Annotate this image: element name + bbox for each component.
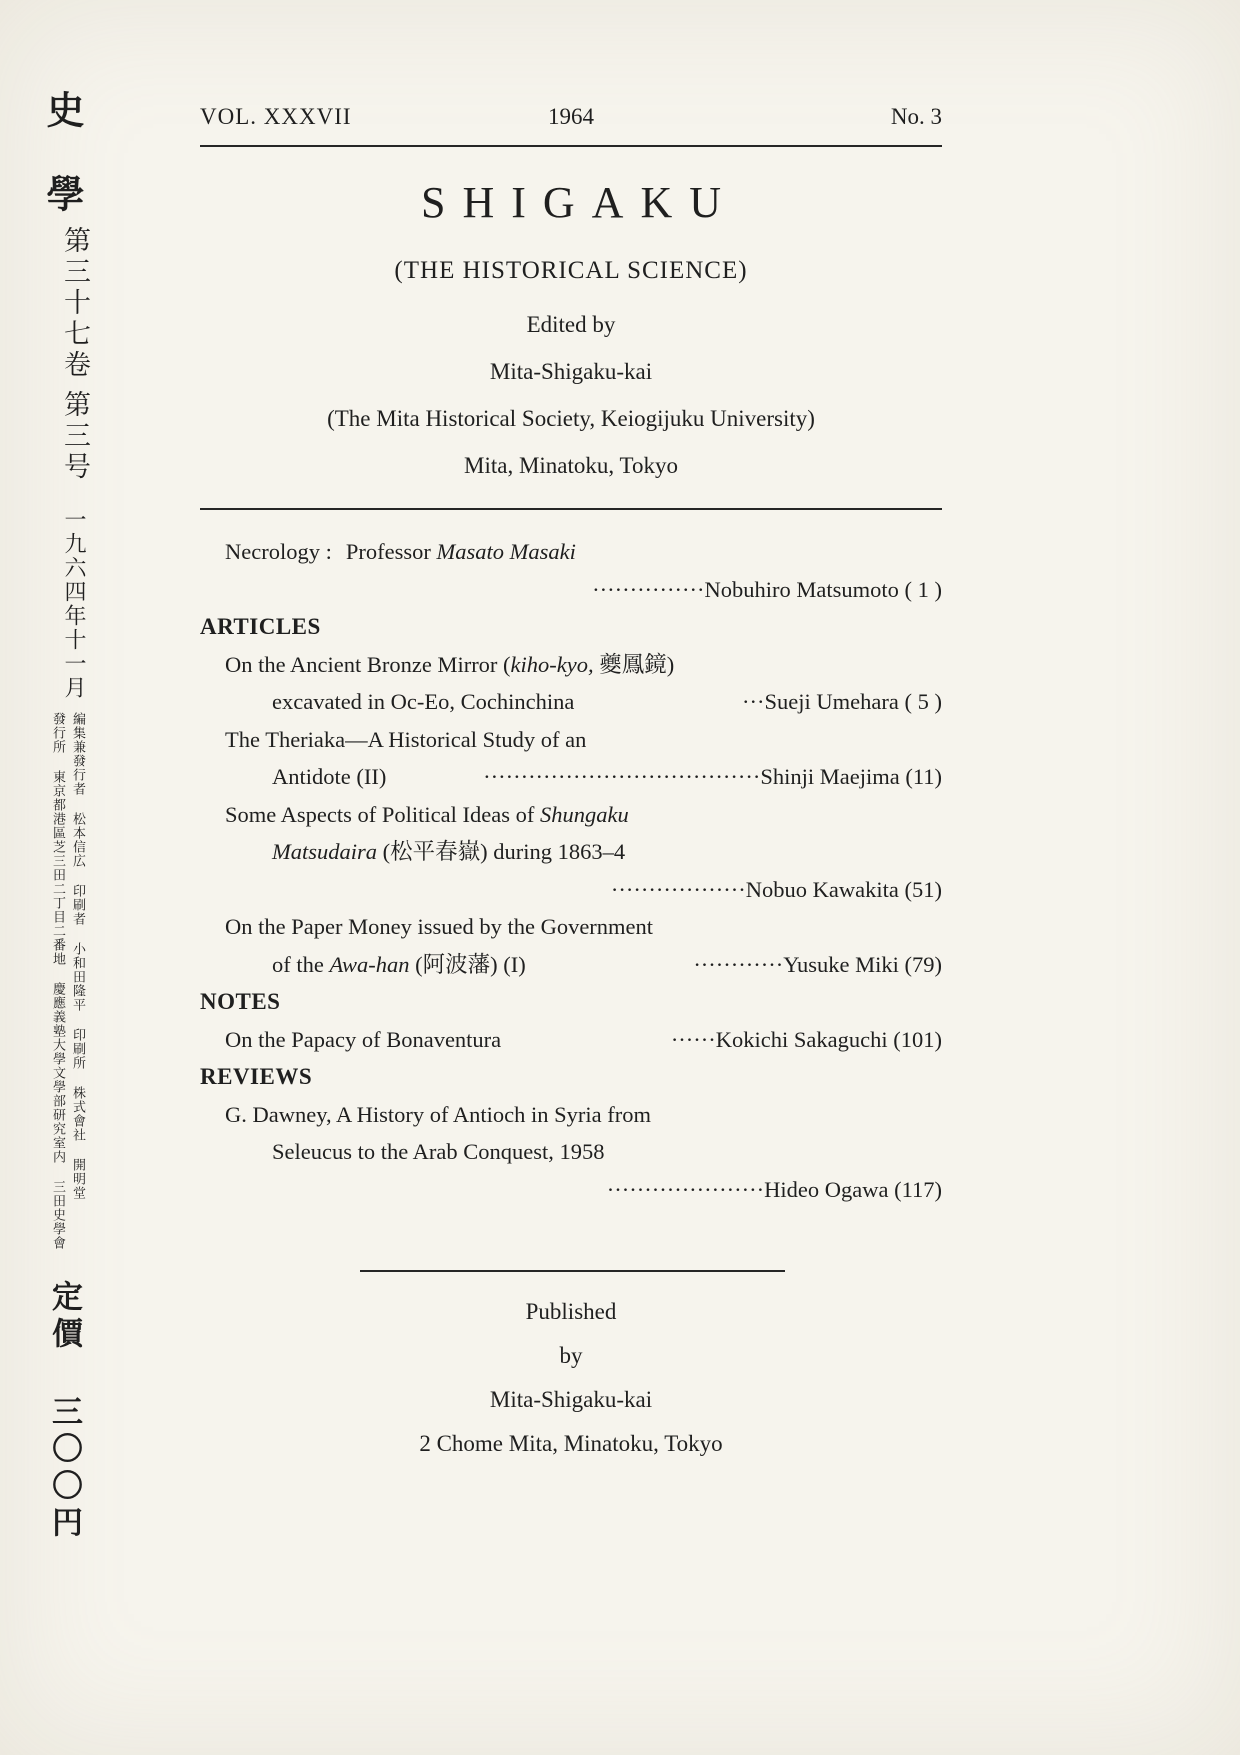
- leader-dots: ············: [693, 951, 784, 977]
- review-entry-line: [200, 1171, 942, 1209]
- masthead-rule: [200, 508, 942, 510]
- by-label: by: [559, 1343, 583, 1369]
- toc-text-italic: Awa-han: [329, 951, 410, 977]
- spine-colophon: [48, 712, 88, 1260]
- spine: [0, 0, 170, 1755]
- spine-issue-label: 第三号: [60, 390, 90, 483]
- toc-page-number: ( 5 ): [904, 689, 942, 715]
- article-entry-line: [200, 796, 942, 834]
- necrology-entry-line2: [200, 571, 942, 609]
- toc-text: (阿波藩) (I): [409, 951, 526, 977]
- article-entry-line: On the Paper Money issued by the Government: [225, 914, 654, 940]
- toc-text: of the: [272, 951, 330, 977]
- toc-text-italic: Shungaku: [539, 801, 629, 827]
- journal-title: SHIGAKU: [421, 178, 738, 227]
- leader-dots: ·····································: [483, 764, 761, 790]
- necrology-name: Masato Masaki: [436, 539, 576, 565]
- toc-author: Hideo Ogawa: [764, 1176, 889, 1202]
- toc-text-italic: kiho-kyo,: [510, 651, 594, 677]
- table-of-contents: [200, 533, 942, 1208]
- edited-by-label: Edited by: [526, 312, 616, 338]
- leader-dots: ··················: [610, 876, 746, 902]
- toc-text: Some Aspects of Political Ideas of: [225, 801, 540, 827]
- society-location: Mita, Minatoku, Tokyo: [464, 453, 678, 479]
- leader-dots: ···············: [592, 576, 705, 602]
- journal-subtitle: (THE HISTORICAL SCIENCE): [394, 257, 748, 285]
- imprint-rule: [360, 1270, 785, 1272]
- toc-text: On the Ancient Bronze Mirror (: [225, 651, 511, 677]
- section-heading-reviews: REVIEWS: [200, 1064, 313, 1090]
- spine-date-label: 一九六四年十一月: [62, 508, 87, 700]
- masthead: [200, 177, 942, 479]
- volume-label: VOL. XXXVII: [200, 104, 352, 129]
- toc-author: Sueji Umehara: [764, 689, 899, 715]
- toc-author: Nobuhiro Matsumoto: [704, 576, 899, 602]
- necrology-label: Necrology :: [225, 539, 332, 565]
- review-entry-line: G. Dawney, A History of Antioch in Syria from: [225, 1101, 651, 1127]
- toc-page-number: ( 1 ): [904, 576, 942, 602]
- colophon-publisher-line: 發行所 東京都港區芝三田二丁目二番地 慶應義塾大學文學部研究室内 三田史學會: [51, 712, 66, 1250]
- notes-entry-line: [200, 1021, 942, 1059]
- toc-text: Antidote (II): [272, 764, 387, 790]
- article-entry-line: [200, 871, 942, 909]
- article-entry-line: [200, 646, 942, 684]
- spine-volume-label: 第三十七卷: [60, 226, 90, 381]
- toc-text: 夔鳳鏡): [593, 651, 675, 677]
- leader-dots: ···: [742, 689, 765, 715]
- toc-page-number: (79): [904, 951, 942, 977]
- toc-text: On the Papacy of Bonaventura: [225, 1026, 502, 1052]
- issue-number-label: No. 3: [890, 104, 942, 129]
- leader-dots: ······: [670, 1026, 716, 1052]
- toc-text: (松平春嶽) during 1863–4: [377, 839, 626, 865]
- necrology-entry-line1: [200, 533, 942, 571]
- spine-price-label: 定價 三〇〇円: [47, 1280, 82, 1543]
- main-content: [200, 104, 942, 1466]
- published-label: Published: [525, 1299, 617, 1325]
- article-entry-line: [200, 833, 942, 871]
- toc-page-number: (117): [894, 1176, 942, 1202]
- article-entry-line: The Theriaka—A Historical Study of an: [225, 726, 587, 752]
- necrology-pre: Professor: [345, 539, 431, 565]
- volume-header-row: [200, 104, 942, 130]
- article-entry-line: [200, 683, 942, 721]
- toc-page-number: (51): [904, 876, 942, 902]
- editor-name: Mita-Shigaku-kai: [489, 359, 653, 385]
- toc-page-number: (101): [893, 1026, 942, 1052]
- toc-page-number: (11): [905, 764, 942, 790]
- article-entry-line: [200, 758, 942, 796]
- section-heading-notes: NOTES: [200, 989, 281, 1015]
- section-heading-articles: ARTICLES: [200, 614, 321, 640]
- society-name: (The Mita Historical Society, Keiogijuku University): [327, 406, 815, 432]
- publisher-name: Mita-Shigaku-kai: [489, 1387, 653, 1413]
- toc-author: Kokichi Sakaguchi: [715, 1026, 888, 1052]
- leader-dots: ·····················: [606, 1176, 765, 1202]
- review-entry-line: Seleucus to the Arab Conquest, 1958: [272, 1139, 605, 1165]
- header-rule: [200, 145, 942, 147]
- spine-journal-title: 史學: [40, 90, 82, 258]
- toc-author: Yusuke Miki: [783, 951, 899, 977]
- imprint: [200, 1290, 942, 1466]
- article-entry-line: [200, 946, 942, 984]
- toc-text-italic: Matsudaira: [272, 839, 378, 865]
- toc-author: Nobuo Kawakita: [745, 876, 899, 902]
- publisher-address: 2 Chome Mita, Minatoku, Tokyo: [419, 1431, 723, 1457]
- colophon-editor-line: 編集兼發行者 松本信広 印刷者 小和田隆平 印刷所 株式會社 開明堂: [71, 712, 86, 1200]
- toc-text: excavated in Oc-Eo, Cochinchina: [272, 689, 575, 715]
- year-label: 1964: [548, 104, 594, 129]
- toc-author: Shinji Maejima: [760, 764, 900, 790]
